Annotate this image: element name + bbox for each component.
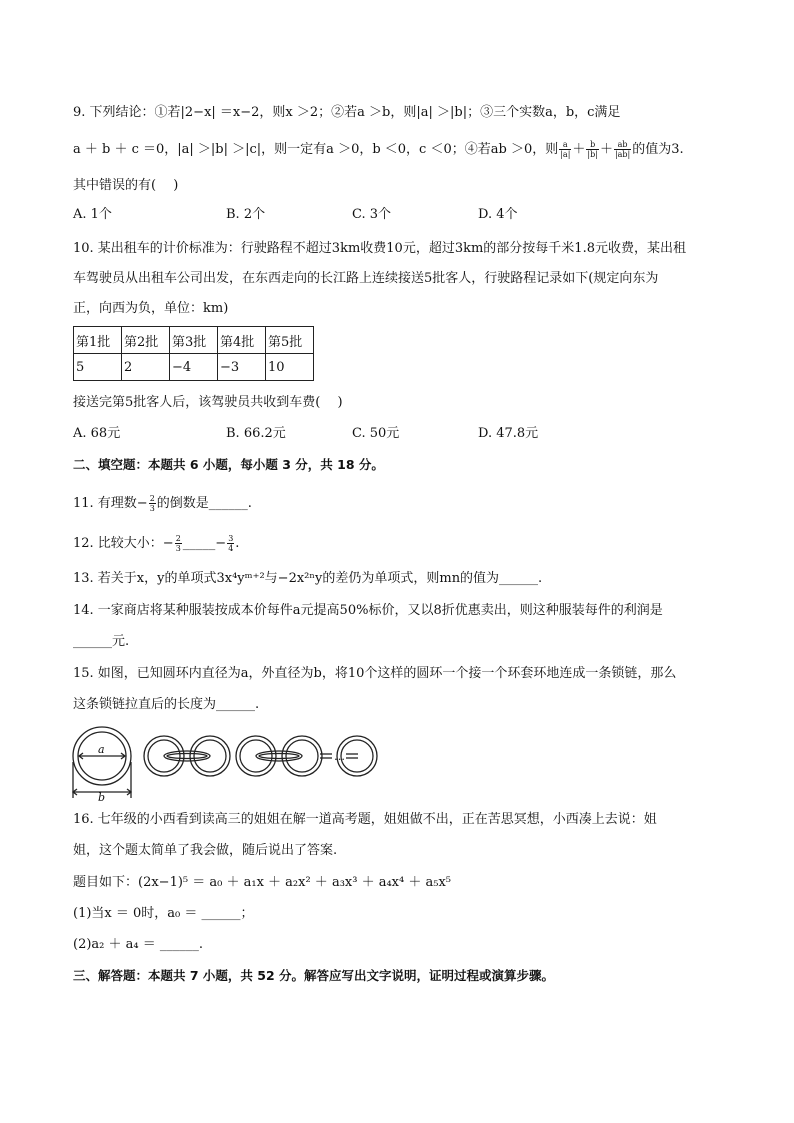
q12-frac2-num: 3 [228,534,234,543]
table-header-cell: 第4批 [218,327,266,354]
section-fill-in-heading: 二、填空题：本题共 6 小题，每小题 3 分，共 18 分。 [73,457,384,472]
q10-line2: 车驾驶员从出租车公司出发，在东西走向的长江路上连续接送5批客人，行驶路程记录如下(规定向东为 [73,271,659,286]
table-cell: −3 [218,354,266,381]
table-header-cell: 第2批 [122,327,170,354]
q12-frac1 [175,534,182,553]
q12-mid: _____− [182,536,227,551]
q9-frac1-num: a [559,140,571,150]
q9-line1: 9. 下列结论：①若|2−x| ＝x−2，则x ＞2；②若a ＞b，则|a| ＞|b|；③三个实数a，b，c满足 [73,105,621,120]
ellipsis: … [334,750,345,763]
q16-line1: 16. 七年级的小西看到读高三的姐姐在解一道高考题，姐姐做不出，正在苦思冥想，小西凑上去说：姐 [73,812,657,827]
q13: 13. 若关于x，y的单项式3x⁴yᵐ⁺²与−2x²ⁿy的差仍为单项式，则mn的值为______. [73,571,543,586]
q10-option-d: D. 47.8元 [478,426,539,441]
section-answer-heading: 三、解答题：本题共 7 小题，共 52 分。解答应写出文字说明，证明过程或演算步骤。 [73,968,555,983]
q12-prefix: 12. 比较大小：− [73,536,174,551]
q9-line2: a ＋ b ＋ c ＝0，|a| ＞|b| ＞|c|，则一定有a ＞0，b ＜0，c ＜0；④若ab ＞0，则 $\frac{a}{|a|}$ ＋ $\frac{b}{|b|}$ ＋ $\frac{ab}{|ab|}$ 的值为3. [73,140,684,159]
q12-frac2-den: 4 [228,544,234,553]
q12-frac1-num: 2 [175,534,181,543]
q16-line3: 题目如下：(2x−1)⁵ ＝ a₀ ＋ a₁x ＋ a₂x² ＋ a₃x³ ＋ a₄x⁴ ＋ a₅x⁵ [73,875,451,890]
q11 [73,494,252,513]
q9-line3: 其中错误的有( ) [73,178,179,193]
q9-option-c: C. 3个 [352,207,392,222]
q9-frac2-num: b [586,140,599,150]
q9-line2-text: a ＋ b ＋ c ＝0，|a| ＞|b| ＞|c|，则一定有a ＞0，b ＜0，c ＜0；④若ab ＞0，则 [73,142,559,157]
label-b: b [98,791,106,802]
q9-option-a: A. 1个 [73,207,112,222]
q16-line4: (1)当x ＝ 0时，a₀ ＝ ______； [73,906,254,921]
q9-option-b: B. 2个 [226,207,266,222]
q14-line1: 14. 一家商店将某种服装按成本价每件a元提高50%标价，又以8折优惠卖出，则这种服装每件的利润是 [73,603,663,618]
q14-line2: ______元. [73,634,130,649]
q10-option-c: C. 50元 [352,426,400,441]
q10-mileage-table [73,326,314,381]
q9-line2-end: 的值为3. [632,142,684,157]
q11-frac-num: 2 [149,494,155,503]
q12-frac2 [227,534,234,553]
q15-line2: 这条锁链拉直后的长度为______. [73,697,260,712]
table-header-cell: 第5批 [266,327,314,354]
q9-frac3-den: |ab| [614,150,631,159]
q11-frac [149,494,156,513]
q11-suffix: 的倒数是______. [156,496,252,511]
chain-link [164,751,210,761]
table-cell: 2 [122,354,170,381]
q9-frac1 [559,140,571,159]
q16-line2: 姐，这个题太简单了我会做，随后说出了答案. [73,843,338,858]
q11-prefix: 11. 有理数− [73,496,148,511]
table-cell: 5 [74,354,122,381]
q9-option-d: D. 4个 [478,207,518,222]
q10-option-b: B. 66.2元 [226,426,286,441]
table-header-row [74,327,314,354]
q12 [73,534,239,553]
table-row [74,354,314,381]
q10-line3: 正，向西为负，单位：km) [73,301,229,316]
q9-frac2-den: |b| [587,150,598,159]
q15-line1: 15. 如图，已知圆环内直径为a，外直径为b，将10个这样的圆环一个接一个环套环地连成一条锁链，那么 [73,666,677,681]
ring-chain-figure [70,722,390,802]
q9-frac1-den: |a| [560,150,571,159]
q12-suffix: . [235,536,240,551]
q12-frac1-den: 3 [175,544,181,553]
q9-frac3 [614,140,631,159]
table-header-cell: 第3批 [170,327,218,354]
q11-frac-den: 3 [149,504,155,513]
q10-line1: 10. 某出租车的计价标准为：行驶路程不超过3km收费10元，超过3km的部分按每千米1.8元收费，某出租 [73,241,686,256]
table-cell: −4 [170,354,218,381]
q10-option-a: A. 68元 [73,426,121,441]
table-header-cell: 第1批 [74,327,122,354]
q10-question: 接送完第5批客人后，该驾驶员共收到车费( ) [73,395,343,410]
q9-frac2 [586,140,599,159]
chain-link [256,751,302,761]
q9-frac3-num: ab [614,140,631,150]
label-a: a [98,743,105,756]
q16-line5: (2)a₂ ＋ a₄ ＝ ______. [73,937,204,952]
table-cell: 10 [266,354,314,381]
